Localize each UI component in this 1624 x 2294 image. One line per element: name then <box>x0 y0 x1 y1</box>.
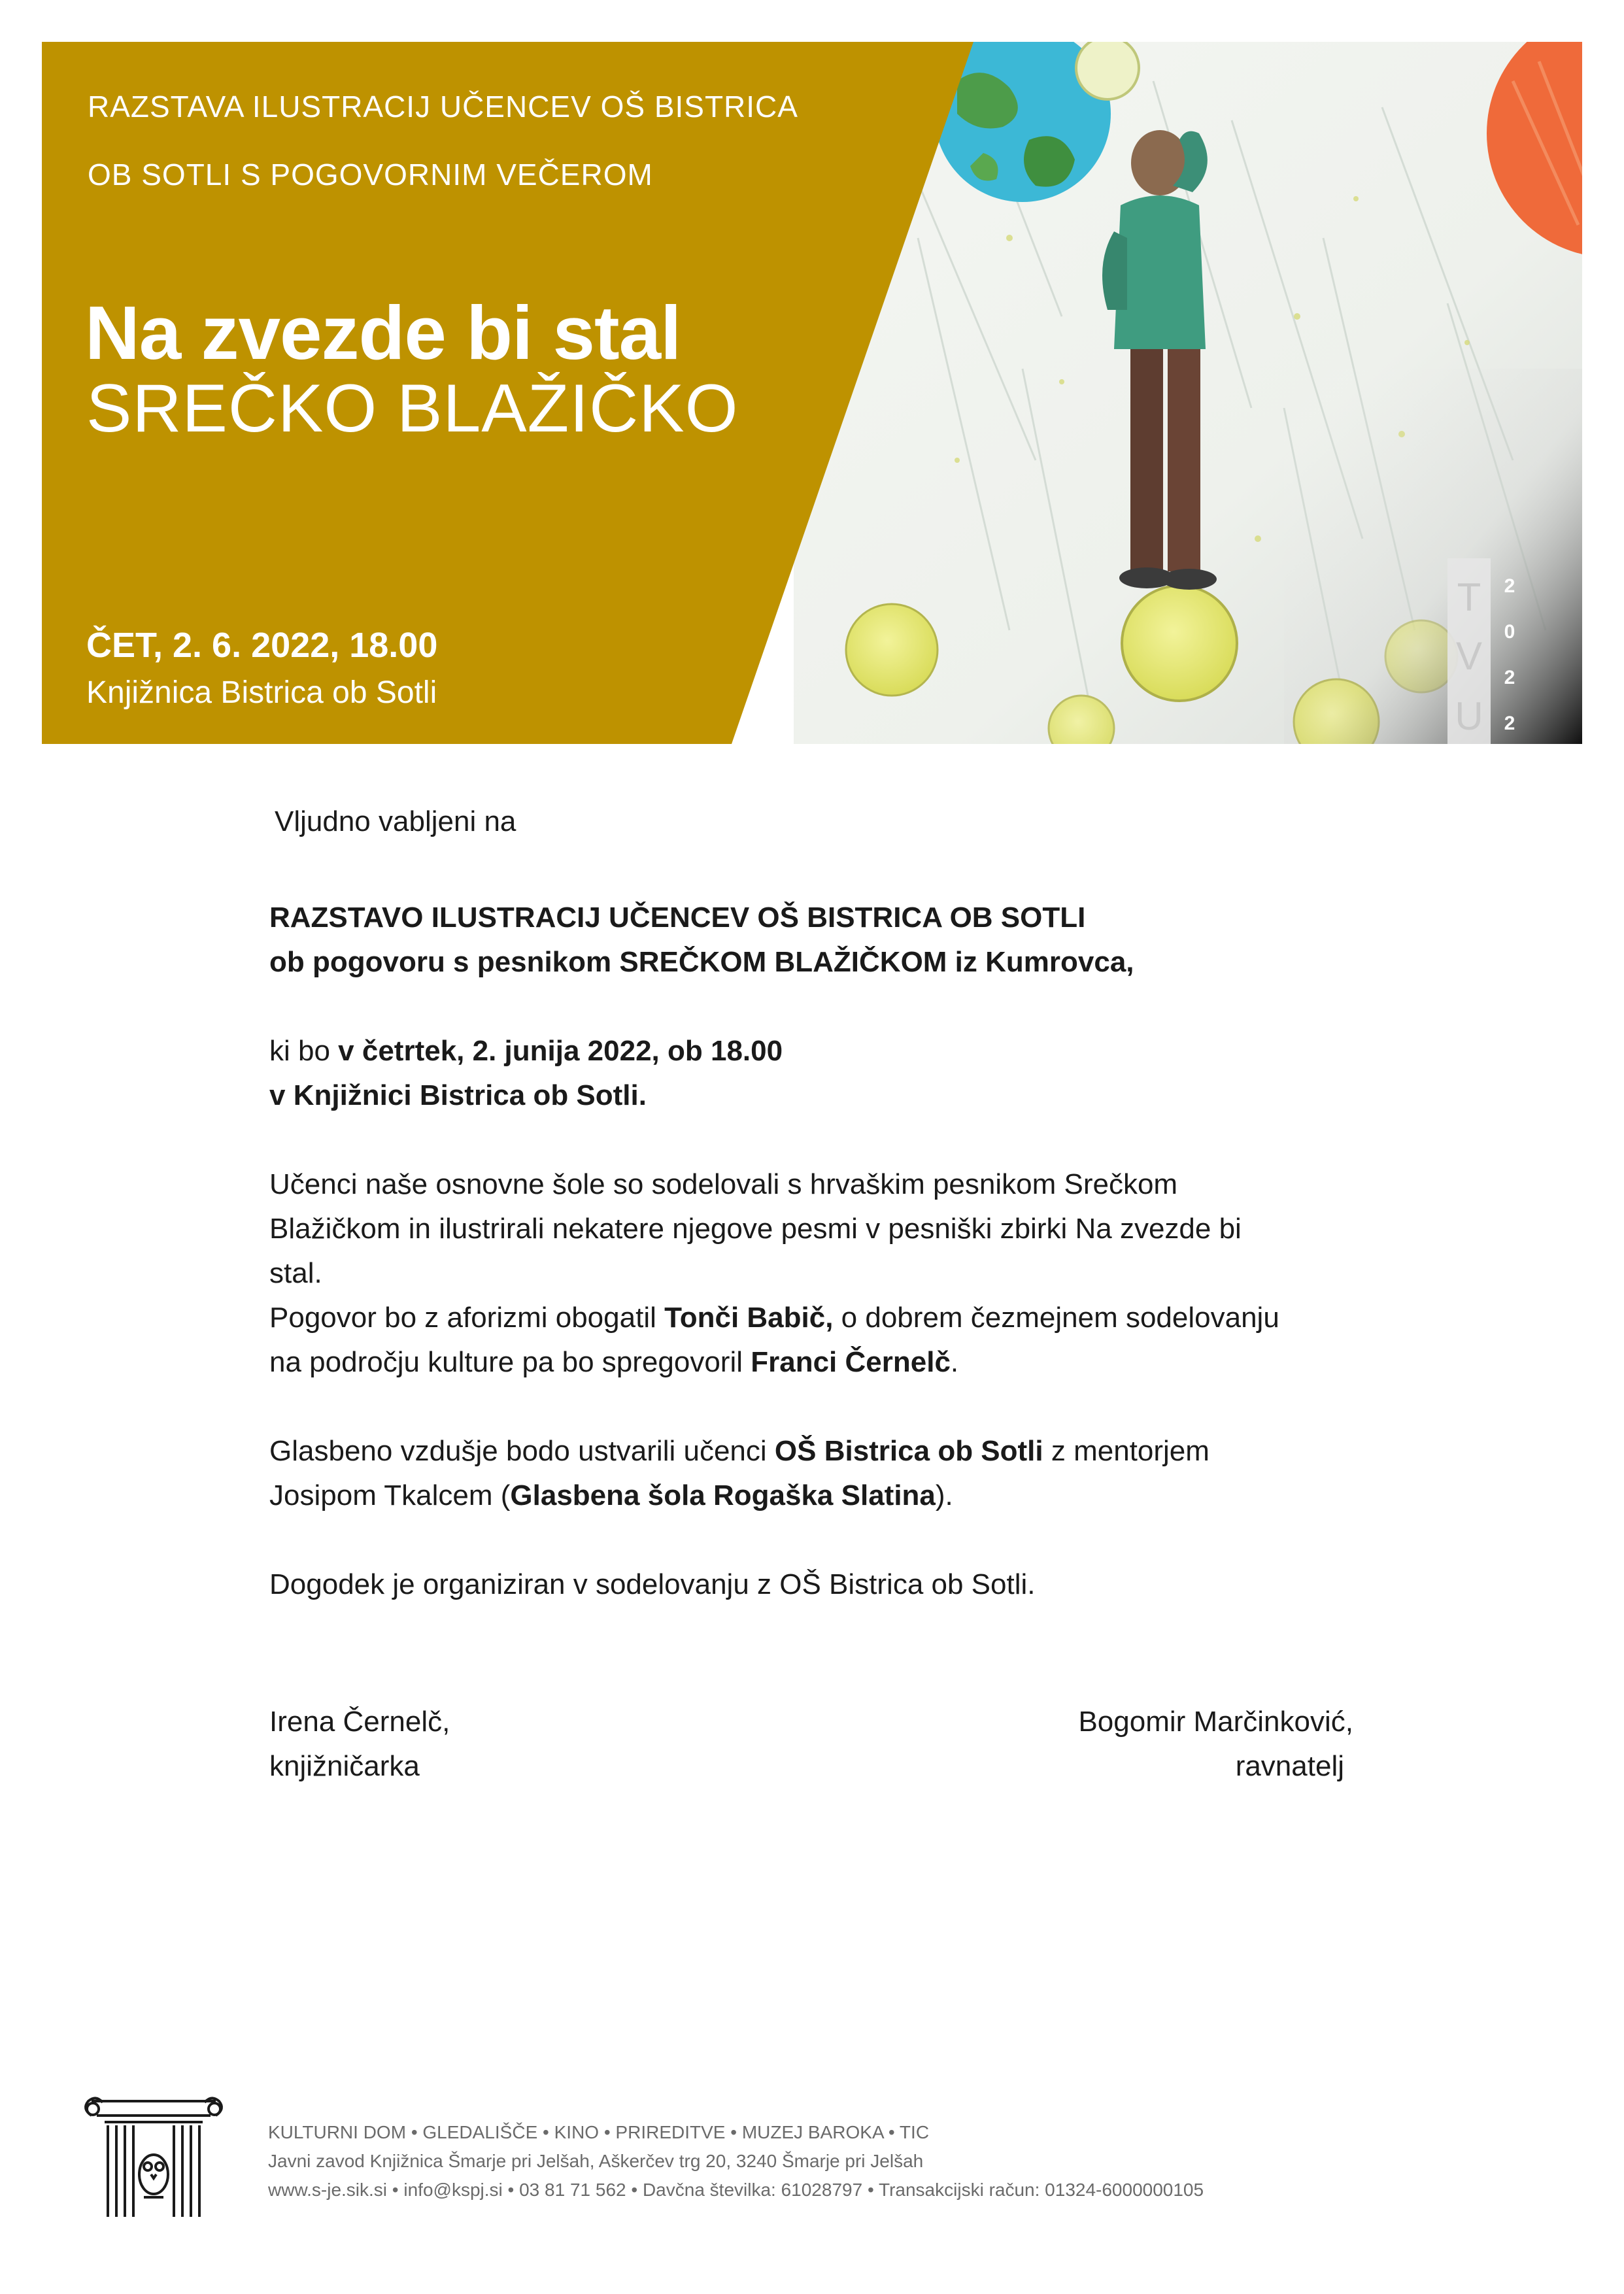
paragraph-4: Dogodek je organiziran v sodelovanju z OŠ Bistrica ob Sotli. <box>269 1568 1036 1600</box>
tvu-year-digit-4: 2 <box>1504 713 1515 734</box>
para3-text-f: ). <box>935 1479 953 1511</box>
tvu-year-digit-2: 0 <box>1504 621 1515 643</box>
para3-school: OŠ Bistrica ob Sotli <box>774 1435 1043 1467</box>
headline-line2: ob pogovoru s pesnikom SREČKOM BLAŽIČKOM iz Kumrovca, <box>269 946 1134 978</box>
paragraph-1-line1: Učenci naše osnovne šole so sodelovali s hrvaškim pesnikom Srečkom <box>269 1168 1178 1200</box>
tvu-year-digit-1: 2 <box>1504 575 1515 597</box>
para2-name-babic: Tonči Babič, <box>664 1302 834 1334</box>
when-prefix: ki bo <box>269 1035 339 1067</box>
banner-text <box>42 42 957 744</box>
para3-music-school: Glasbena šola Rogaška Slatina <box>510 1479 936 1511</box>
tvu-year-digit-3: 2 <box>1504 667 1515 688</box>
tvu-letter-v: V <box>1455 634 1483 678</box>
event-banner <box>42 42 1582 744</box>
footer-line3: www.s-je.sik.si • info@kspj.si • 03 81 71 562 • Davčna številka: 61028797 • Transakcijski račun: 01324-6000000105 <box>268 2180 1204 2200</box>
para3-text-d: Josipom Tkalcem ( <box>269 1479 511 1511</box>
signature-right <box>1046 1700 1353 1789</box>
banner-date: ČET, 2. 6. 2022, 18.00 <box>86 626 438 665</box>
tvu-letter-u: U <box>1455 694 1483 738</box>
greeting: Vljudno vabljeni na <box>275 805 516 837</box>
kulturni-dom-logo <box>78 2089 229 2220</box>
signature-left <box>269 1700 450 1789</box>
footer-line1: KULTURNI DOM • GLEDALIŠČE • KINO • PRIREDITVE • MUZEJ BAROKA • TIC <box>268 2122 930 2142</box>
owl-icon <box>139 2155 168 2197</box>
paragraph-3-line2 <box>269 1474 1381 1518</box>
signature-left-name: Irena Černelč, <box>269 1706 450 1738</box>
signature-right-role: ravnatelj <box>1235 1750 1344 1782</box>
banner-subtitle-line2: OB SOTLI S POGOVORNIM VEČEROM <box>88 158 653 192</box>
paragraph-2-line1 <box>269 1296 1381 1340</box>
tvu-letter-t: T <box>1457 575 1481 619</box>
para2-text-a: Pogovor bo z aforizmi obogatil <box>269 1302 665 1334</box>
when-line <box>269 1029 1381 1073</box>
paragraph-1-line2: Blažičkom in ilustrirali nekatere njegove pesmi v pesniški zbirki Na zvezde bi <box>269 1213 1242 1245</box>
banner-venue: Knjižnica Bistrica ob Sotli <box>86 675 437 710</box>
paragraph-1-line3: stal. <box>269 1257 322 1289</box>
paragraph-3-line1 <box>269 1429 1381 1474</box>
banner-subtitle-line1: RAZSTAVA ILUSTRACIJ UČENCEV OŠ BISTRICA <box>88 90 798 124</box>
para3-text-c: z mentorjem <box>1043 1435 1210 1467</box>
para2-text-c: o dobrem čezmejnem sodelovanju <box>833 1302 1279 1334</box>
where-line: v Knjižnici Bistrica ob Sotli. <box>269 1079 647 1111</box>
when-date: v četrtek, 2. junija 2022, ob 18.00 <box>338 1035 783 1067</box>
letter-body <box>269 896 1381 1607</box>
paragraph-2-line2 <box>269 1340 1381 1385</box>
footer-line2: Javni zavod Knjižnica Šmarje pri Jelšah, Aškerčev trg 20, 3240 Šmarje pri Jelšah <box>268 2151 924 2171</box>
headline-line1: RAZSTAVO ILUSTRACIJ UČENCEV OŠ BISTRICA OB SOTLI <box>269 902 1086 934</box>
para2-text-f: . <box>950 1346 959 1378</box>
footer-contact <box>268 2118 1204 2204</box>
tvu-2022-logo <box>1447 558 1526 744</box>
para2-text-d: na področju kulture pa bo spregovoril <box>269 1346 751 1378</box>
banner-title: Na zvezde bi stal <box>85 290 681 375</box>
banner-author: SREČKO BLAŽIČKO <box>86 371 739 447</box>
signature-left-role: knjižničarka <box>269 1750 420 1782</box>
para2-name-cernelc: Franci Černelč <box>751 1346 951 1378</box>
signature-right-name: Bogomir Marčinković, <box>1078 1706 1353 1738</box>
para3-text-a: Glasbeno vzdušje bodo ustvarili učenci <box>269 1435 775 1467</box>
